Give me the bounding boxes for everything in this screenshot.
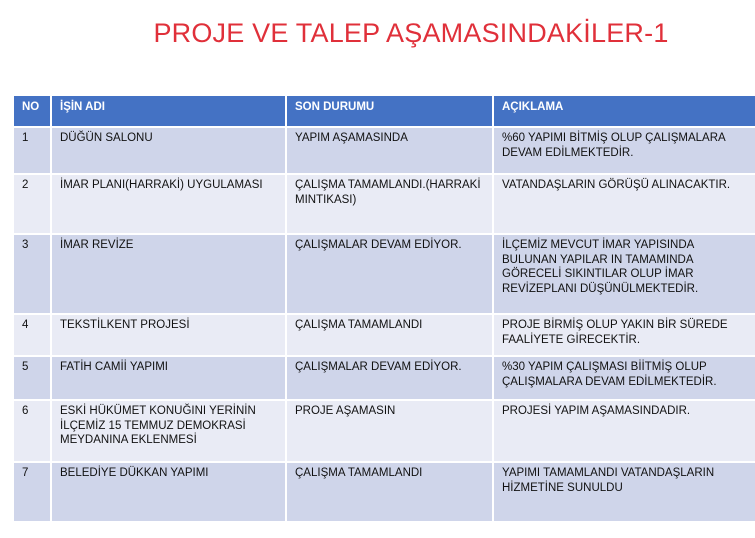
table-row [13, 234, 755, 314]
cell-name: ESKİ HÜKÜMET KONUĞINI YERİNİN İLÇEMİZ 15 TEMMUZ DEMOKRASİ MEYDANINA EKLENMESİ [51, 400, 286, 462]
cell-name: İMAR PLANI(HARRAKİ) UYGULAMASI [51, 174, 286, 234]
cell-name: TEKSTİLKENT PROJESİ [51, 314, 286, 356]
table-row [13, 400, 755, 462]
cell-name: İMAR REVİZE [51, 234, 286, 314]
project-table [12, 94, 755, 523]
cell-status: ÇALIŞMA TAMAMLANDI [286, 462, 493, 522]
cell-status: PROJE AŞAMASIN [286, 400, 493, 462]
cell-status: ÇALIŞMALAR DEVAM EDİYOR. [286, 234, 493, 314]
cell-status: YAPIM AŞAMASINDA [286, 127, 493, 174]
cell-description: PROJESİ YAPIM AŞAMASINDADIR. [493, 400, 755, 462]
cell-description: %60 YAPIMI BİTMİŞ OLUP ÇALIŞMALARA DEVAM EDİLMEKTEDİR. [493, 127, 755, 174]
cell-status: ÇALIŞMA TAMAMLANDI.(HARRAKİ MINTIKASI) [286, 174, 493, 234]
header-description: AÇIKLAMA [493, 95, 755, 127]
page-title: PROJE VE TALEP AŞAMASINDAKİLER-1 [153, 18, 669, 48]
cell-description: YAPIMI TAMAMLANDI VATANDAŞLARIN HİZMETİNE SUNULDU [493, 462, 755, 522]
cell-name: BELEDİYE DÜKKAN YAPIMI [51, 462, 286, 522]
cell-no: 5 [13, 356, 51, 400]
cell-no: 6 [13, 400, 51, 462]
cell-description: VATANDAŞLARIN GÖRÜŞÜ ALINACAKTIR. [493, 174, 755, 234]
header-name: İŞİN ADI [51, 95, 286, 127]
cell-no: 4 [13, 314, 51, 356]
table-row [13, 462, 755, 522]
table-row [13, 127, 755, 174]
table-header-row [13, 95, 755, 127]
cell-no: 2 [13, 174, 51, 234]
table-row [13, 314, 755, 356]
cell-status: ÇALIŞMA TAMAMLANDI [286, 314, 493, 356]
cell-description: PROJE BİRMİŞ OLUP YAKIN BİR SÜREDE FAALİYETE GİRECEKTİR. [493, 314, 755, 356]
cell-description: %30 YAPIM ÇALIŞMASI BİİTMİŞ OLUP ÇALIŞMALARA DEVAM EDİLMEKTEDİR. [493, 356, 755, 400]
cell-no: 7 [13, 462, 51, 522]
header-no: NO [13, 95, 51, 127]
cell-description: İLÇEMİZ MEVCUT İMAR YAPISINDA BULUNAN YAPILAR IN TAMAMINDA GÖRECELİ SIKINTILAR OLUP İMAR REVİZEPLANI DÜŞÜNÜLMEKTEDİR. [493, 234, 755, 314]
cell-name: FATİH CAMİİ YAPIMI [51, 356, 286, 400]
cell-name: DÜĞÜN SALONU [51, 127, 286, 174]
cell-no: 1 [13, 127, 51, 174]
table-row [13, 174, 755, 234]
header-status: SON DURUMU [286, 95, 493, 127]
cell-no: 3 [13, 234, 51, 314]
cell-status: ÇALIŞMALAR DEVAM EDİYOR. [286, 356, 493, 400]
table-row [13, 356, 755, 400]
